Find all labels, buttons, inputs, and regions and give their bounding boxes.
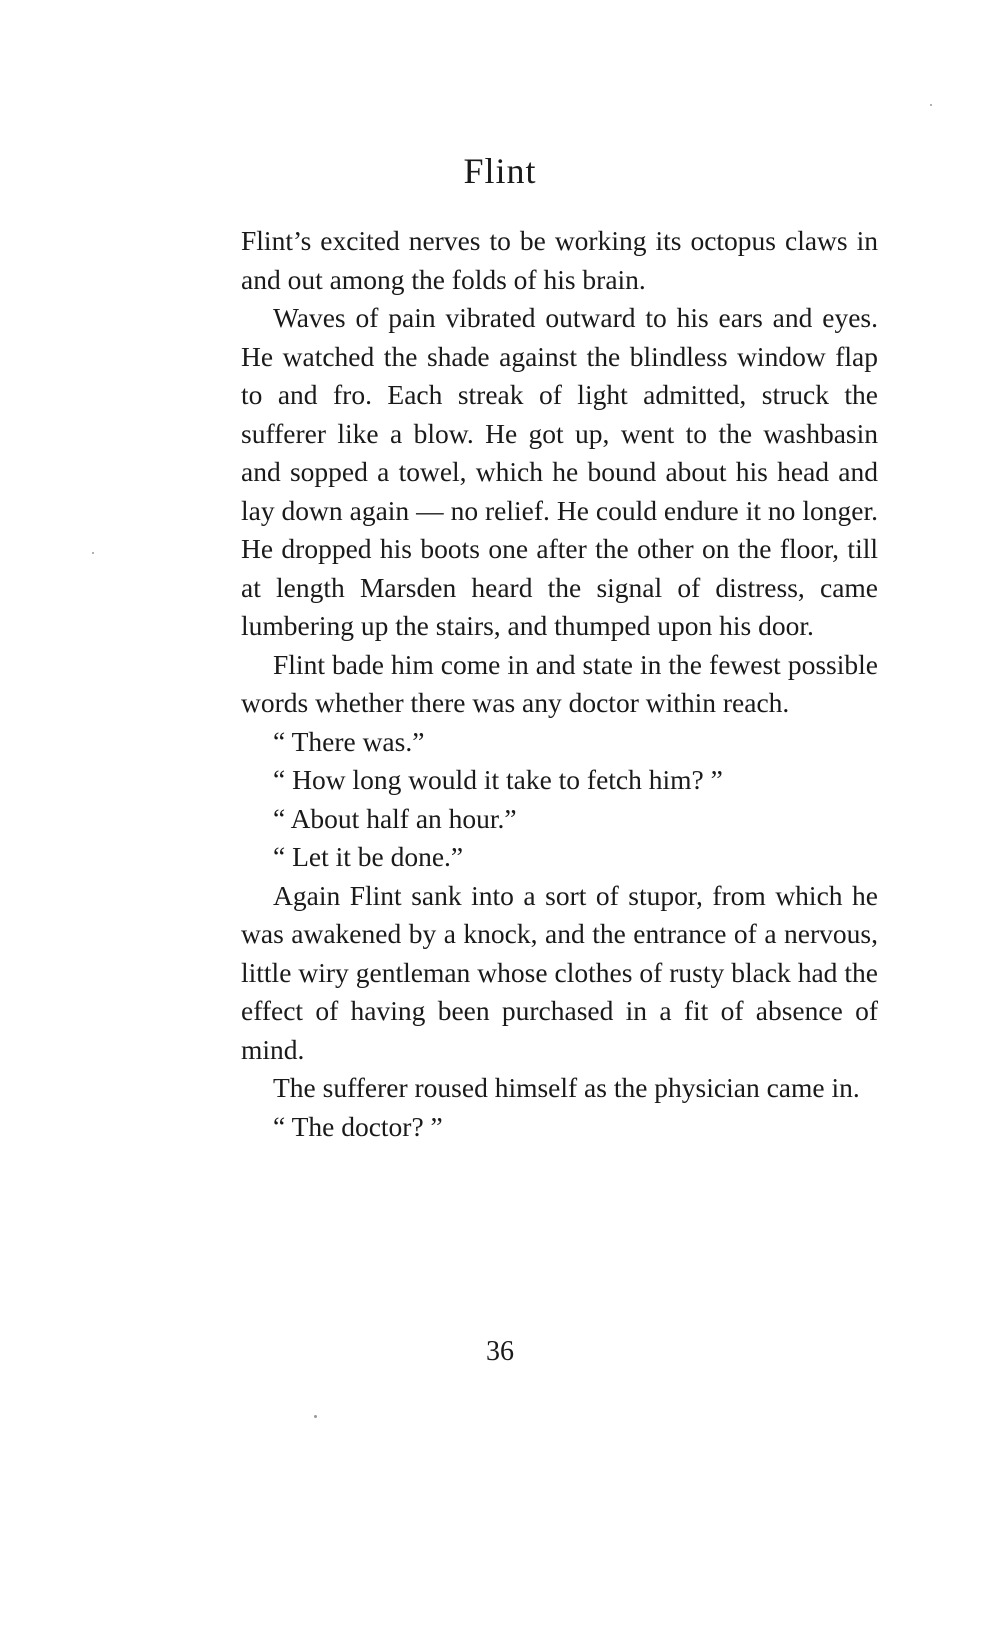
dialogue-how-long: “ How long would it take to fetch him? ” bbox=[273, 764, 723, 795]
body-text bbox=[241, 222, 878, 1146]
paragraph-again-flint: Again Flint sank into a sort of stupor, from which he was awakened by a knock, and the entrance of a nervous, little wiry gentleman whose clothes of rusty black had the effect of having been purchased in a fit of absence of mind. bbox=[241, 879, 878, 1065]
dialogue-half-hour: “ About half an hour.” bbox=[273, 802, 517, 834]
paragraph-continuation: Flint’s excited nerves to be working its octopus claws in and out among the folds of his brain. bbox=[241, 225, 878, 295]
paragraph-waves-of-pain: Waves of pain vibrated outward to his ears and eyes. He watched the shade against the blindless window flap to and fro. Each streak of light admitted, struck the sufferer like a blow. He got up, went to the washbasin and sopped a towel, which he bound about his head and lay down again — no relief. He could endure it no longer. He dropped his boots one after the other on the floor, till at length Marsden heard the signal of distress, came lumbering up the stairs, and thumped upon his door. bbox=[241, 302, 878, 641]
paper-speck bbox=[930, 104, 932, 106]
page-number: 36 bbox=[486, 1336, 514, 1367]
dialogue-there-was: “ There was.” bbox=[273, 725, 425, 757]
paragraph-flint-bade: Flint bade him come in and state in the fewest possible words whether there was any doctor within reach. bbox=[241, 648, 878, 718]
dialogue-the-doctor: “ The doctor? ” bbox=[273, 1110, 443, 1142]
running-head-title: Flint bbox=[463, 151, 537, 191]
paper-speck bbox=[92, 552, 94, 554]
paragraph-sufferer-roused: The sufferer roused himself as the physician came in. bbox=[273, 1072, 860, 1103]
dialogue-let-it-be-done: “ Let it be done.” bbox=[273, 841, 464, 872]
paper-speck bbox=[314, 1415, 317, 1418]
